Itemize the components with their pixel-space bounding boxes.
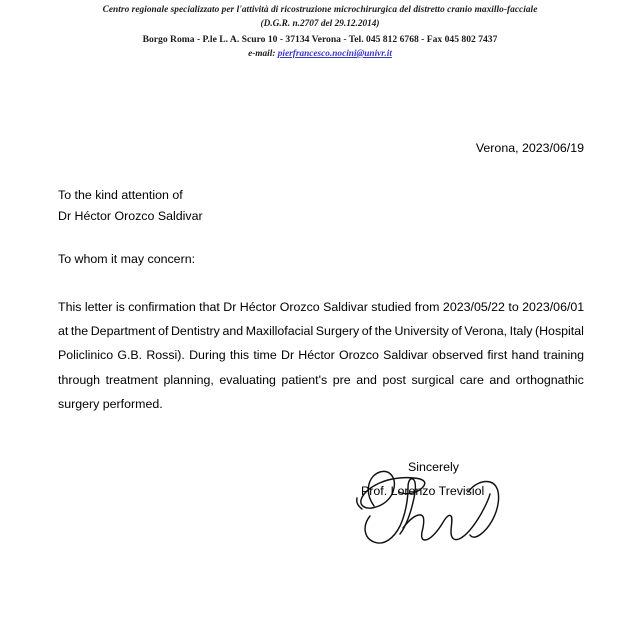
body-word: hand — [511, 348, 540, 363]
email-label: e-mail: — [248, 49, 276, 59]
body-word: surgical — [411, 372, 455, 387]
body-word: this — [229, 348, 250, 363]
body-word: Maxillofacial — [245, 324, 314, 339]
letterhead — [0, 0, 640, 61]
body-word: Surgery — [315, 324, 360, 339]
body-word: training — [543, 348, 584, 363]
body-word: first — [487, 348, 508, 363]
body-word: (Hospital — [534, 324, 584, 339]
body-word: Héctor — [298, 348, 335, 363]
date-line: Verona, 2023/06/19 — [475, 141, 584, 155]
body-word: time — [253, 348, 277, 363]
body-word: through — [58, 372, 101, 387]
body-word: post — [382, 372, 406, 387]
body-word: Rossi). — [146, 348, 185, 363]
body-word: During — [189, 348, 226, 363]
salutation: To whom it may concern: — [58, 252, 196, 266]
body-word: patient's — [281, 372, 328, 387]
closing-sincerely: Sincerely — [408, 460, 459, 474]
body-word: Dentistry — [170, 324, 220, 339]
body-word: care — [459, 372, 484, 387]
letter-body-line: This letter is confirmation that Dr Héctor Orozco Saldivar studied from 2023/05/22 to 2023/06/01 — [58, 300, 585, 314]
body-word: observed — [432, 348, 484, 363]
letter-body — [58, 295, 584, 416]
letterhead-centre-name: Centro regionale specializzato per l'attività di ricostruzione microchirurgica del distretto cranio maxillo-facciale — [102, 5, 538, 15]
body-word: the — [70, 324, 89, 339]
body-word: and — [356, 372, 377, 387]
body-word: the — [374, 324, 392, 339]
body-word: of — [158, 324, 169, 339]
letterhead-address-contacts: Borgo Roma - P.le L. A. Scuro 10 - 37134 Verona - Tel. 045 812 6768 - Fax 045 802 7437 — [142, 34, 498, 45]
addressee-attention-line: To the kind attention of — [58, 188, 183, 202]
body-word: Orozco — [339, 348, 379, 363]
body-word: treatment — [105, 372, 158, 387]
letterhead-decree-reference: (D.G.R. n.2707 del 29.12.2014) — [260, 19, 380, 29]
letter-body-line: surgery performed. — [58, 396, 163, 411]
body-word: Dr — [281, 348, 295, 363]
body-word: evaluating — [219, 372, 276, 387]
letter-body-line — [58, 368, 584, 392]
body-word: and — [222, 324, 244, 339]
body-word: Department — [90, 324, 156, 339]
body-word: University — [394, 324, 449, 339]
body-word: of — [451, 324, 462, 339]
letter-body-line — [58, 319, 584, 343]
body-word: planning, — [163, 372, 214, 387]
addressee-name: Dr Héctor Orozco Saldivar — [58, 209, 203, 223]
body-word: Policlinico — [58, 348, 114, 363]
letter-body-line — [58, 343, 584, 367]
body-word: pre — [332, 372, 351, 387]
letterhead-email-row — [0, 47, 640, 61]
body-word: and — [489, 372, 511, 387]
body-word: of — [361, 324, 373, 339]
body-word: at — [58, 324, 69, 339]
signer-name: Prof. Lorenzo Trevisiol — [361, 484, 485, 498]
addressee-block — [58, 185, 203, 227]
body-word: Italy — [509, 324, 533, 339]
email-address-link[interactable]: pierfrancesco.nocini@univr.it — [277, 49, 392, 59]
body-word: Verona, — [464, 324, 508, 339]
body-word: orthognathic — [515, 372, 584, 387]
signature-block — [350, 458, 600, 548]
body-word: Saldivar — [383, 348, 428, 363]
body-word: G.B. — [117, 348, 143, 363]
